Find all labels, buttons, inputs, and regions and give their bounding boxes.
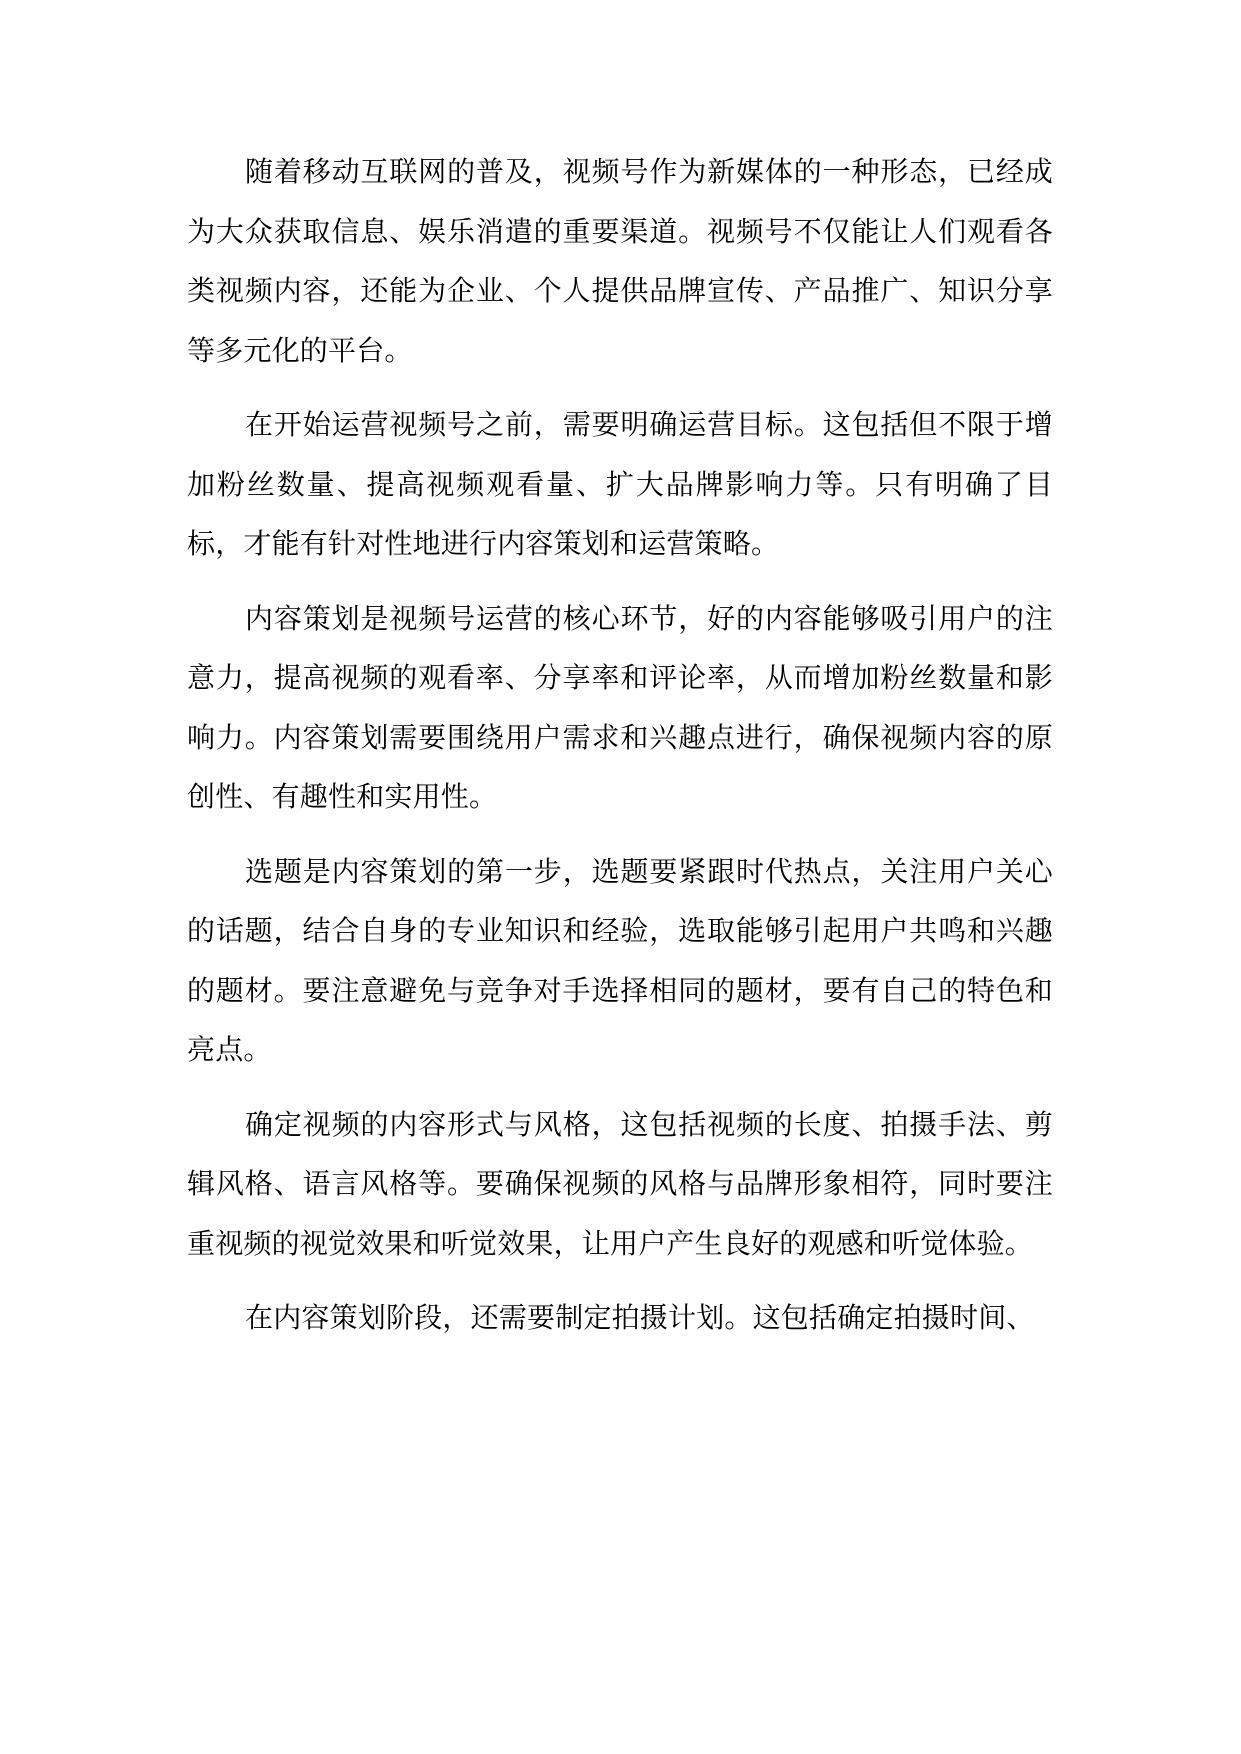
paragraph-goals: 在开始运营视频号之前，需要明确运营目标。这包括但不限于增加粉丝数量、提高视频观看量、扩大品牌影响力等。只有明确了目标，才能有针对性地进行内容策划和运营策略。 [187, 408, 1053, 560]
paragraph-content-planning: 内容策划是视频号运营的核心环节，好的内容能够吸引用户的注意力，提高视频的观看率、分享率和评论率，从而增加粉丝数量和影响力。内容策划需要围绕用户需求和兴趣点进行，确保视频内容的原创性、有趣性和实用性。 [187, 601, 1053, 813]
paragraph-topic-selection: 选题是内容策划的第一步，选题要紧跟时代热点，关注用户关心的话题，结合自身的专业知识和经验，选取能够引起用户共鸣和兴趣的题材。要注意避免与竞争对手选择相同的题材，要有自己的特色和亮点。 [187, 854, 1053, 1066]
paragraph-intro: 随着移动互联网的普及，视频号作为新媒体的一种形态，已经成为大众获取信息、娱乐消遣的重要渠道。视频号不仅能让人们观看各类视频内容，还能为企业、个人提供品牌宣传、产品推广、知识分享等多元化的平台。 [187, 155, 1053, 367]
document-body [187, 142, 1053, 1363]
paragraph-style: 确定视频的内容形式与风格，这包括视频的长度、拍摄手法、剪辑风格、语言风格等。要确保视频的风格与品牌形象相符，同时要注重视频的视觉效果和听觉效果，让用户产生良好的观感和听觉体验。 [187, 1107, 1053, 1260]
paragraph-shooting-plan: 在内容策划阶段，还需要制定拍摄计划。这包括确定拍摄时间、 [245, 1301, 1035, 1334]
